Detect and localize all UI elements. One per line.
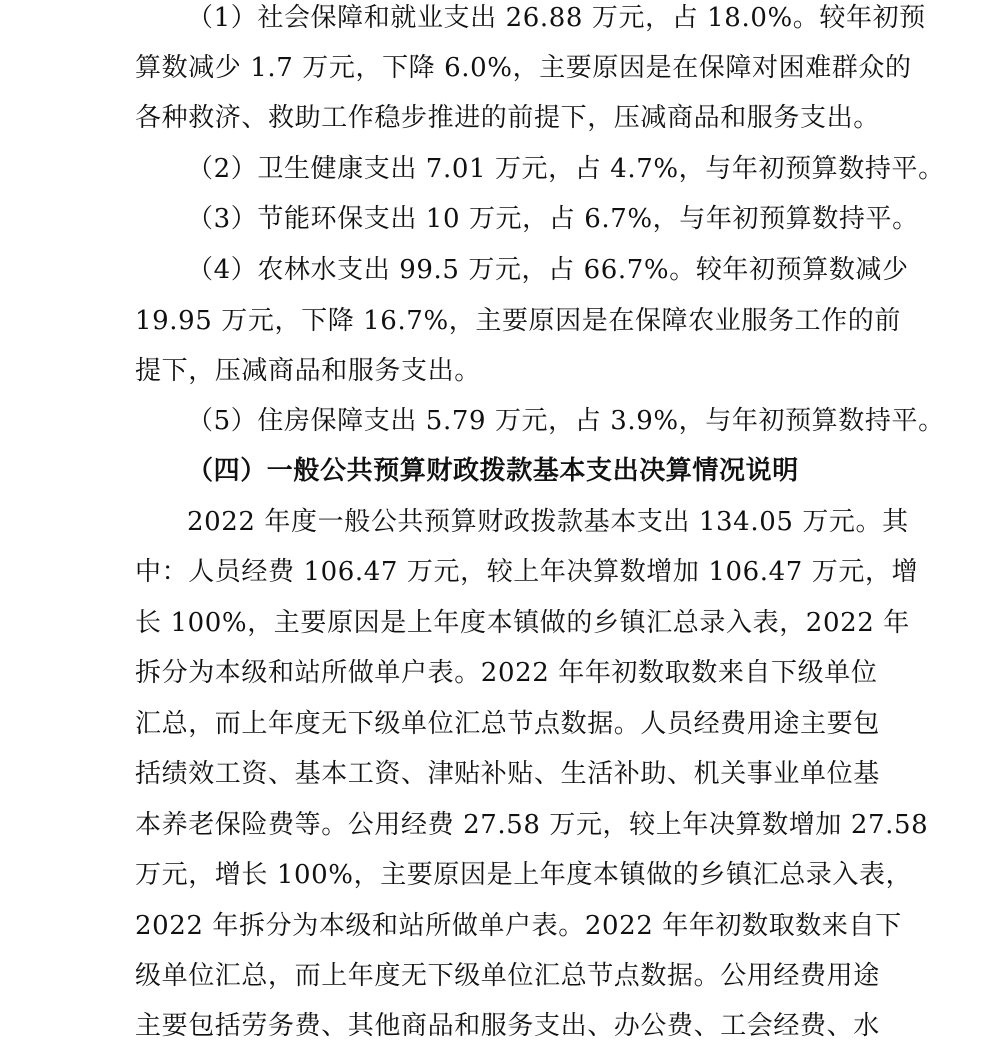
text-line: 中：人员经费 106.47 万元，较上年决算数增加 106.47 万元，增 (135, 557, 919, 587)
text-line: 拆分为本级和站所做单户表。2022 年年初数取数来自下级单位 (135, 658, 878, 688)
text-line: 主要包括劳务费、其他商品和服务支出、办公费、工会经费、水 (135, 1011, 880, 1041)
text-line: 级单位汇总，而上年度无下级单位汇总节点数据。公用经费用途 (135, 961, 880, 991)
text-line: 2022 年拆分为本级和站所做单户表。2022 年年初数取数来自下 (135, 911, 902, 941)
text-line: （2）卫生健康支出 7.01 万元，占 4.7%，与年初预算数持平。 (187, 154, 945, 184)
text-line: 本养老保险费等。公用经费 27.58 万元，较上年决算数增加 27.58 (135, 810, 929, 840)
text-line: 汇总，而上年度无下级单位汇总节点数据。人员经费用途主要包 (135, 709, 880, 739)
text-line: （1）社会保障和就业支出 26.88 万元，占 18.0%。较年初预 (187, 3, 926, 33)
text-line: 长 100%，主要原因是上年度本镇做的乡镇汇总录入表，2022 年 (135, 608, 910, 638)
text-line: （4）农林水支出 99.5 万元，占 66.7%。较年初预算数减少 (187, 255, 909, 285)
text-line: 万元，增长 100%，主要原因是上年度本镇做的乡镇汇总录入表， (135, 860, 913, 890)
text-line: 19.95 万元，下降 16.7%，主要原因是在保障农业服务工作的前 (135, 306, 901, 336)
text-line: 各种救济、救助工作稳步推进的前提下，压减商品和服务支出。 (135, 103, 880, 133)
text-line: （5）住房保障支出 5.79 万元，占 3.9%，与年初预算数持平。 (187, 406, 945, 436)
text-line: 2022 年度一般公共预算财政拨款基本支出 134.05 万元。其 (187, 507, 909, 537)
text-line: 提下，压减商品和服务支出。 (135, 356, 481, 386)
text-line: 算数减少 1.7 万元，下降 6.0%，主要原因是在保障对困难群众的 (135, 53, 912, 83)
text-line: （3）节能环保支出 10 万元，占 6.7%，与年初预算数持平。 (187, 204, 919, 234)
text-line: 括绩效工资、基本工资、津贴补贴、生活补助、机关事业单位基 (135, 759, 880, 789)
section-heading: （四）一般公共预算财政拨款基本支出决算情况说明 (187, 456, 799, 486)
